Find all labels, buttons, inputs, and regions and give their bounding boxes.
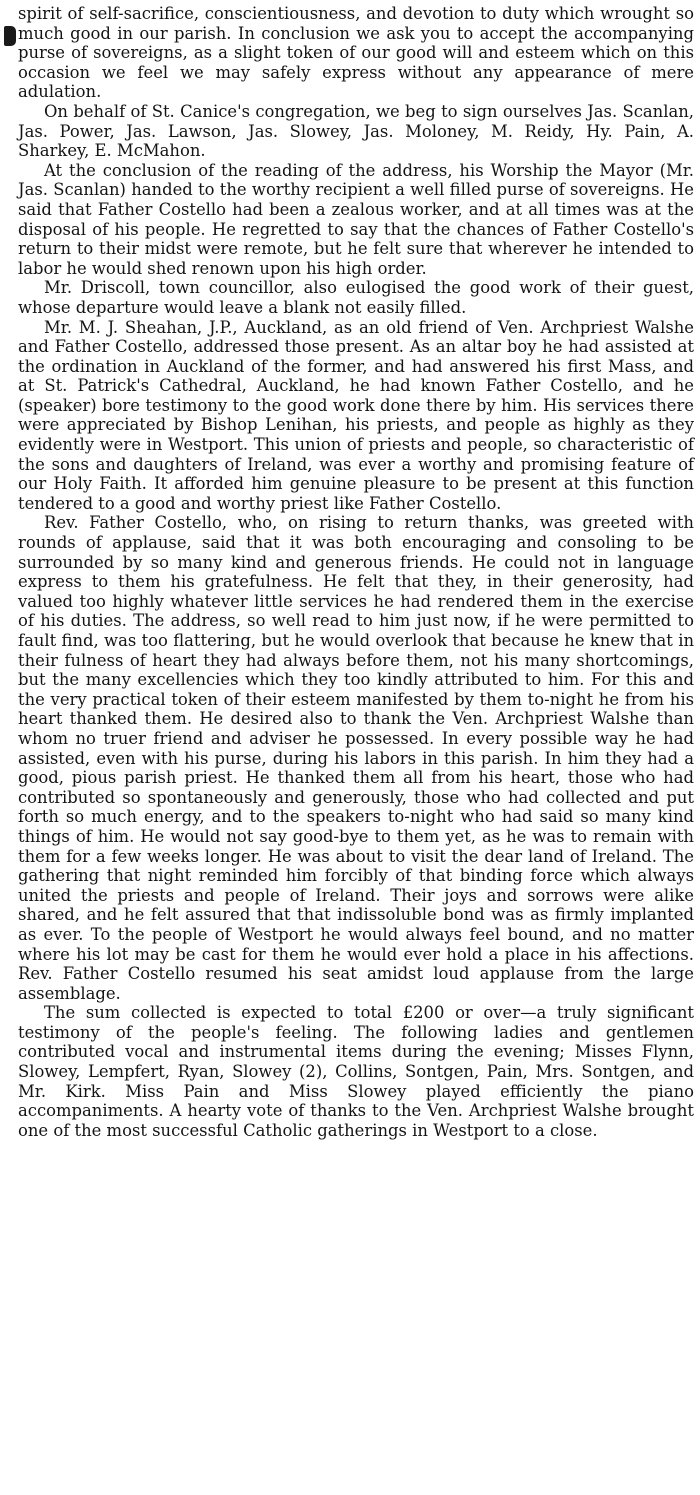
paragraph-mayor-presentation: At the conclusion of the reading of the address, his Worship the Mayor (Mr. Jas. Scanlan) handed to the worthy recipient a well filled purse of sovereigns. He said that Father Costello had been a zealous worker, and at all times was at the disposal of his people. He regretted to say that the chances of Father Costello's return to their midst were remote, but he felt sure that wherever he intended to labor he would shed renown upon his high order. bbox=[18, 160, 694, 278]
paragraph-signatories: On behalf of St. Canice's congregation, we beg to sign ourselves Jas. Scanlan, Jas. Power, Jas. Lawson, Jas. Slowey, Jas. Moloney, M. Reidy, Hy. Pain, A. Sharkey, E. McMahon. bbox=[18, 101, 694, 161]
paragraph-closing: The sum collected is expected to total £200 or over—a truly significant testimony of the people's feeling. The following ladies and gentlemen contributed vocal and instrumental items during the evening; Misses Flynn, Slowey, Lempfert, Ryan, Slowey (2), Collins, Sontgen, Pain, Mrs. Sontgen, and Mr. Kirk. Miss Pain and Miss Slowey played efficiently the piano accompaniments. A hearty vote of thanks to the Ven. Archpriest Walshe brought one of the most successful Catholic gatherings in Westport to a close. bbox=[18, 1003, 694, 1140]
paragraph-address-conclusion: spirit of self-sacrifice, conscientiousness, and devotion to duty which wrought so much good in our parish. In conclusion we ask you to accept the accompanying purse of sovereigns, as a slight token of our good will and esteem which on this occasion we feel we may safely express without any appearance of mere adulation. bbox=[18, 4, 694, 102]
paragraph-costello-reply: Rev. Father Costello, who, on rising to return thanks, was greeted with rounds of applause, said that it was both encouraging and consoling to be surrounded by so many kind and generous friends. He could not in language express to them his gratefulness. He felt that they, in their generosity, had valued too highly whatever little services he had rendered them in the exercise of his duties. The address, so well read to him just now, if he were permitted to fault find, was too flattering, but he would overlook that because he knew that in their fulness of heart they had always before them, not his many shortcomings, but the many excellencies which they too kindly attributed to him. For this and the very practical token of their esteem manifested by them to-night he from his heart thanked them. He desired also to thank the Ven. Archpriest Walshe than whom no truer friend and adviser he possessed. In every possible way he had assisted, even with his purse, during his labors in this parish. In him they had a good, pious parish priest. He thanked them all from his heart, those who had contributed so spontaneously and generously, those who had collected and put forth so much energy, and to the speakers to-night who had said so many kind things of him. He would not say good-bye to them yet, as he was to remain with them for a few weeks longer. He was about to visit the dear land of Ireland. The gathering that night reminded him forcibly of that binding force which always united the priests and people of Ireland. Their joys and sorrows were alike shared, and he felt assured that that indissoluble bond was as firmly implanted as ever. To the people of Westport he would always feel bound, and no matter where his lot may be cast for them he would ever hold a place in his affections. Rev. Father Costello resumed his seat amidst loud applause from the large assemblage. bbox=[18, 513, 694, 1003]
margin-ink-mark bbox=[4, 26, 16, 46]
paragraph-sheahan: Mr. M. J. Sheahan, J.P., Auckland, as an old friend of Ven. Archpriest Walshe and Father Costello, addressed those present. As an altar boy he had assisted at the ordination in Auckland of the former, and had answered his first Mass, and at St. Patrick's Cathedral, Auckland, he had known Father Costello, and he (speaker) bore testimony to the good work done there by him. His services there were appreciated by Bishop Lenihan, his priests, and people as highly as they evidently were in Westport. This union of priests and people, so characteristic of the sons and daughters of Ireland, was ever a worthy and promising feature of our Holy Faith. It afforded him genuine pleasure to be present at this function tendered to a good and worthy priest like Father Costello. bbox=[18, 317, 694, 513]
article-column bbox=[18, 4, 694, 1140]
paragraph-driscoll: Mr. Driscoll, town councillor, also eulogised the good work of their guest, whose departure would leave a blank not easily filled. bbox=[18, 278, 694, 317]
